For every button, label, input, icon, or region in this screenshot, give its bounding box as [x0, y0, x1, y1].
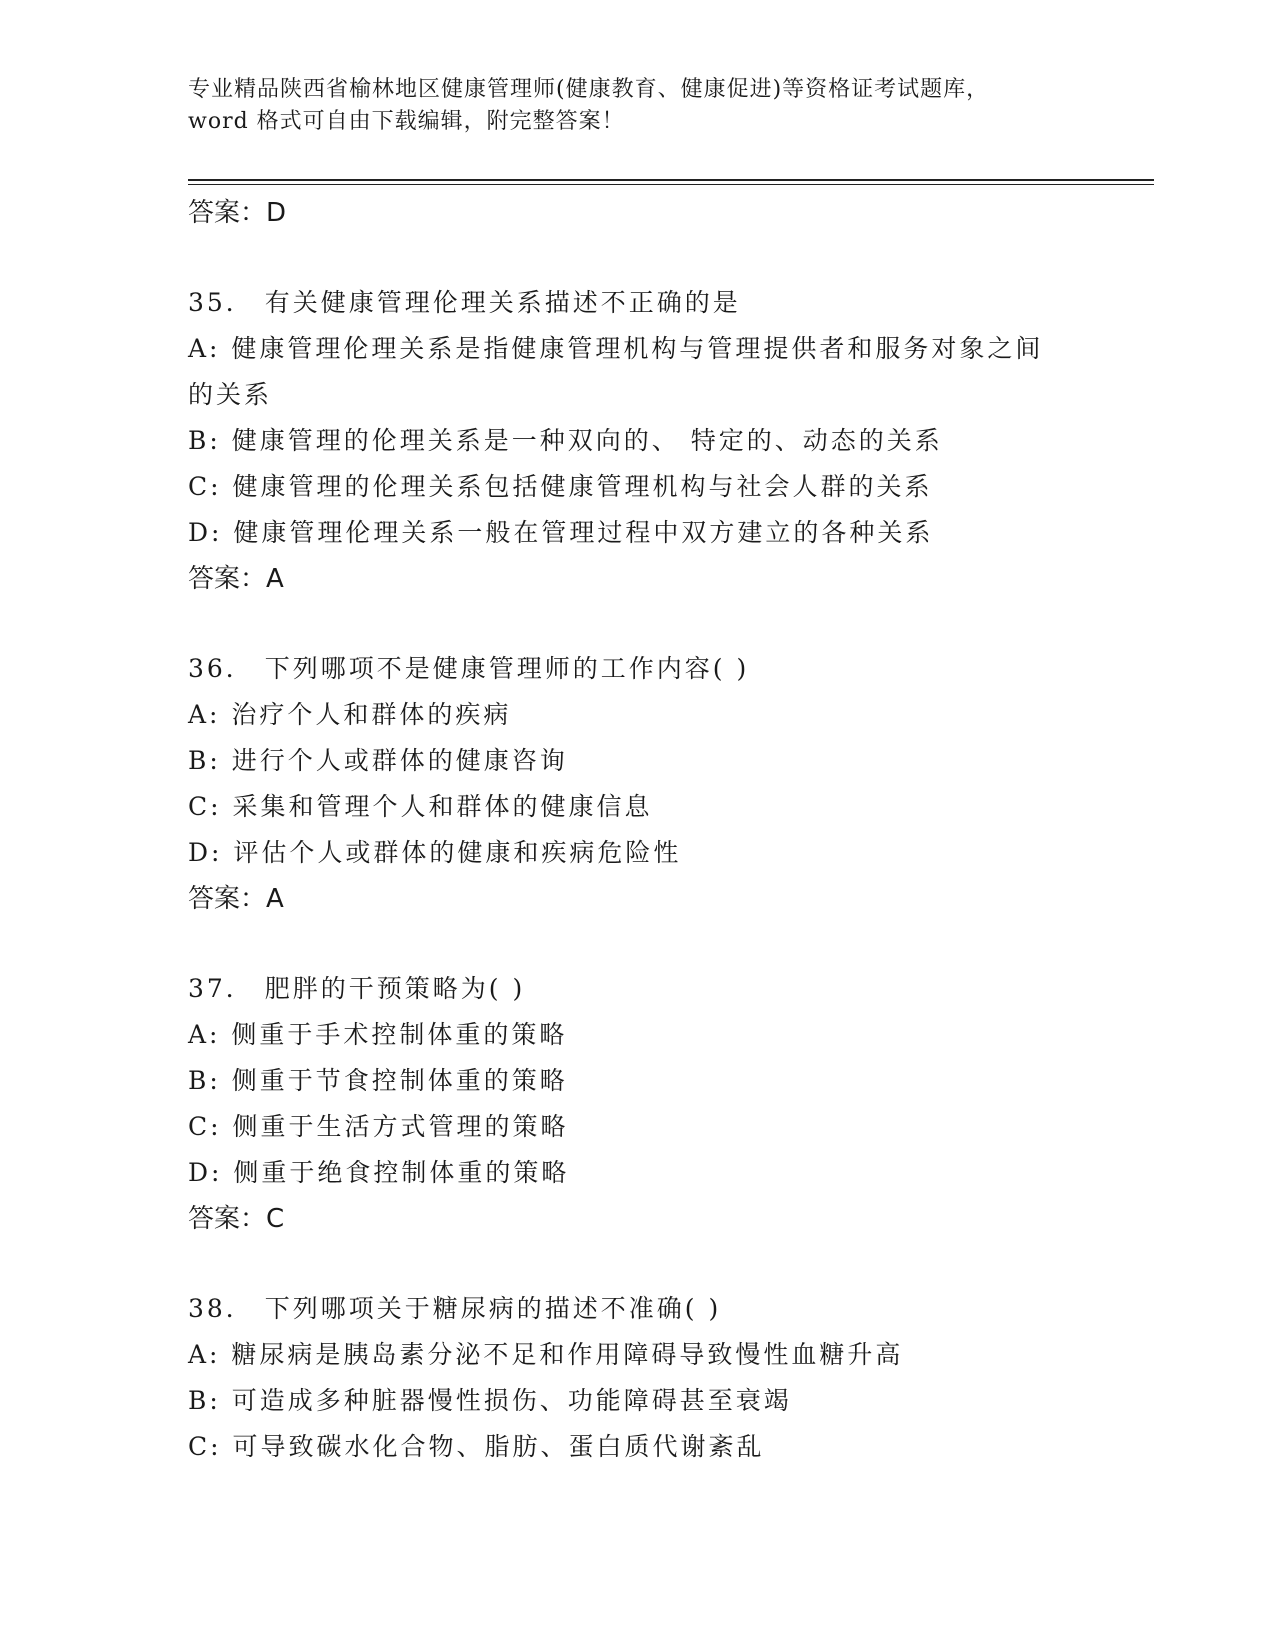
question-stem: 35． 有关健康管理伦理关系描述不正确的是 [188, 288, 741, 317]
option-a: A: 糖尿病是胰岛素分泌不足和作用障碍导致慢性血糖升高 [188, 1340, 904, 1369]
header-line-1: 专业精品陕西省榆林地区健康管理师(健康教育、健康促进)等资格证考试题库， [188, 77, 990, 102]
question-35 [188, 280, 1148, 556]
option-d: D: 评估个人或群体的健康和疾病危险性 [188, 838, 682, 867]
answer-36: 答案：A [188, 884, 284, 914]
option-c: C: 健康管理的伦理关系包括健康管理机构与社会人群的关系 [188, 472, 933, 501]
header-rule-thin [188, 184, 1154, 185]
option-a: A: 健康管理伦理关系是指健康管理机构与管理提供者和服务对象之间 [188, 334, 1044, 363]
option-b: B: 可造成多种脏器慢性损伤、功能障碍甚至衰竭 [188, 1386, 792, 1415]
question-37 [188, 966, 1148, 1196]
question-38 [188, 1286, 1148, 1470]
answer-35: 答案：A [188, 564, 284, 594]
question-stem: 37． 肥胖的干预策略为( ) [188, 974, 526, 1003]
option-a: A: 治疗个人和群体的疾病 [188, 700, 512, 729]
option-c: C: 采集和管理个人和群体的健康信息 [188, 792, 653, 821]
answer-37: 答案：C [188, 1204, 285, 1234]
question-stem: 38． 下列哪项关于糖尿病的描述不准确( ) [188, 1294, 722, 1323]
option-b: B: 侧重于节食控制体重的策略 [188, 1066, 568, 1095]
header-rule-thick [188, 179, 1154, 181]
option-d: D: 健康管理伦理关系一般在管理过程中双方建立的各种关系 [188, 518, 934, 547]
question-36 [188, 646, 1148, 876]
option-b: B: 进行个人或群体的健康咨询 [188, 746, 568, 775]
option-d: D: 侧重于绝食控制体重的策略 [188, 1158, 570, 1187]
document-header [188, 74, 1088, 138]
header-line-2: word 格式可自由下载编辑，附完整答案！ [188, 109, 625, 134]
answer-prev: 答案：D [188, 198, 287, 228]
option-b: B: 健康管理的伦理关系是一种双向的、 特定的、动态的关系 [188, 426, 943, 455]
question-stem: 36． 下列哪项不是健康管理师的工作内容( ) [188, 654, 750, 683]
option-a-continued: 的关系 [188, 380, 273, 409]
option-c: C: 可导致碳水化合物、脂肪、蛋白质代谢紊乱 [188, 1432, 765, 1461]
question-list [188, 190, 1148, 1470]
option-a: A: 侧重于手术控制体重的策略 [188, 1020, 568, 1049]
option-c: C: 侧重于生活方式管理的策略 [188, 1112, 569, 1141]
